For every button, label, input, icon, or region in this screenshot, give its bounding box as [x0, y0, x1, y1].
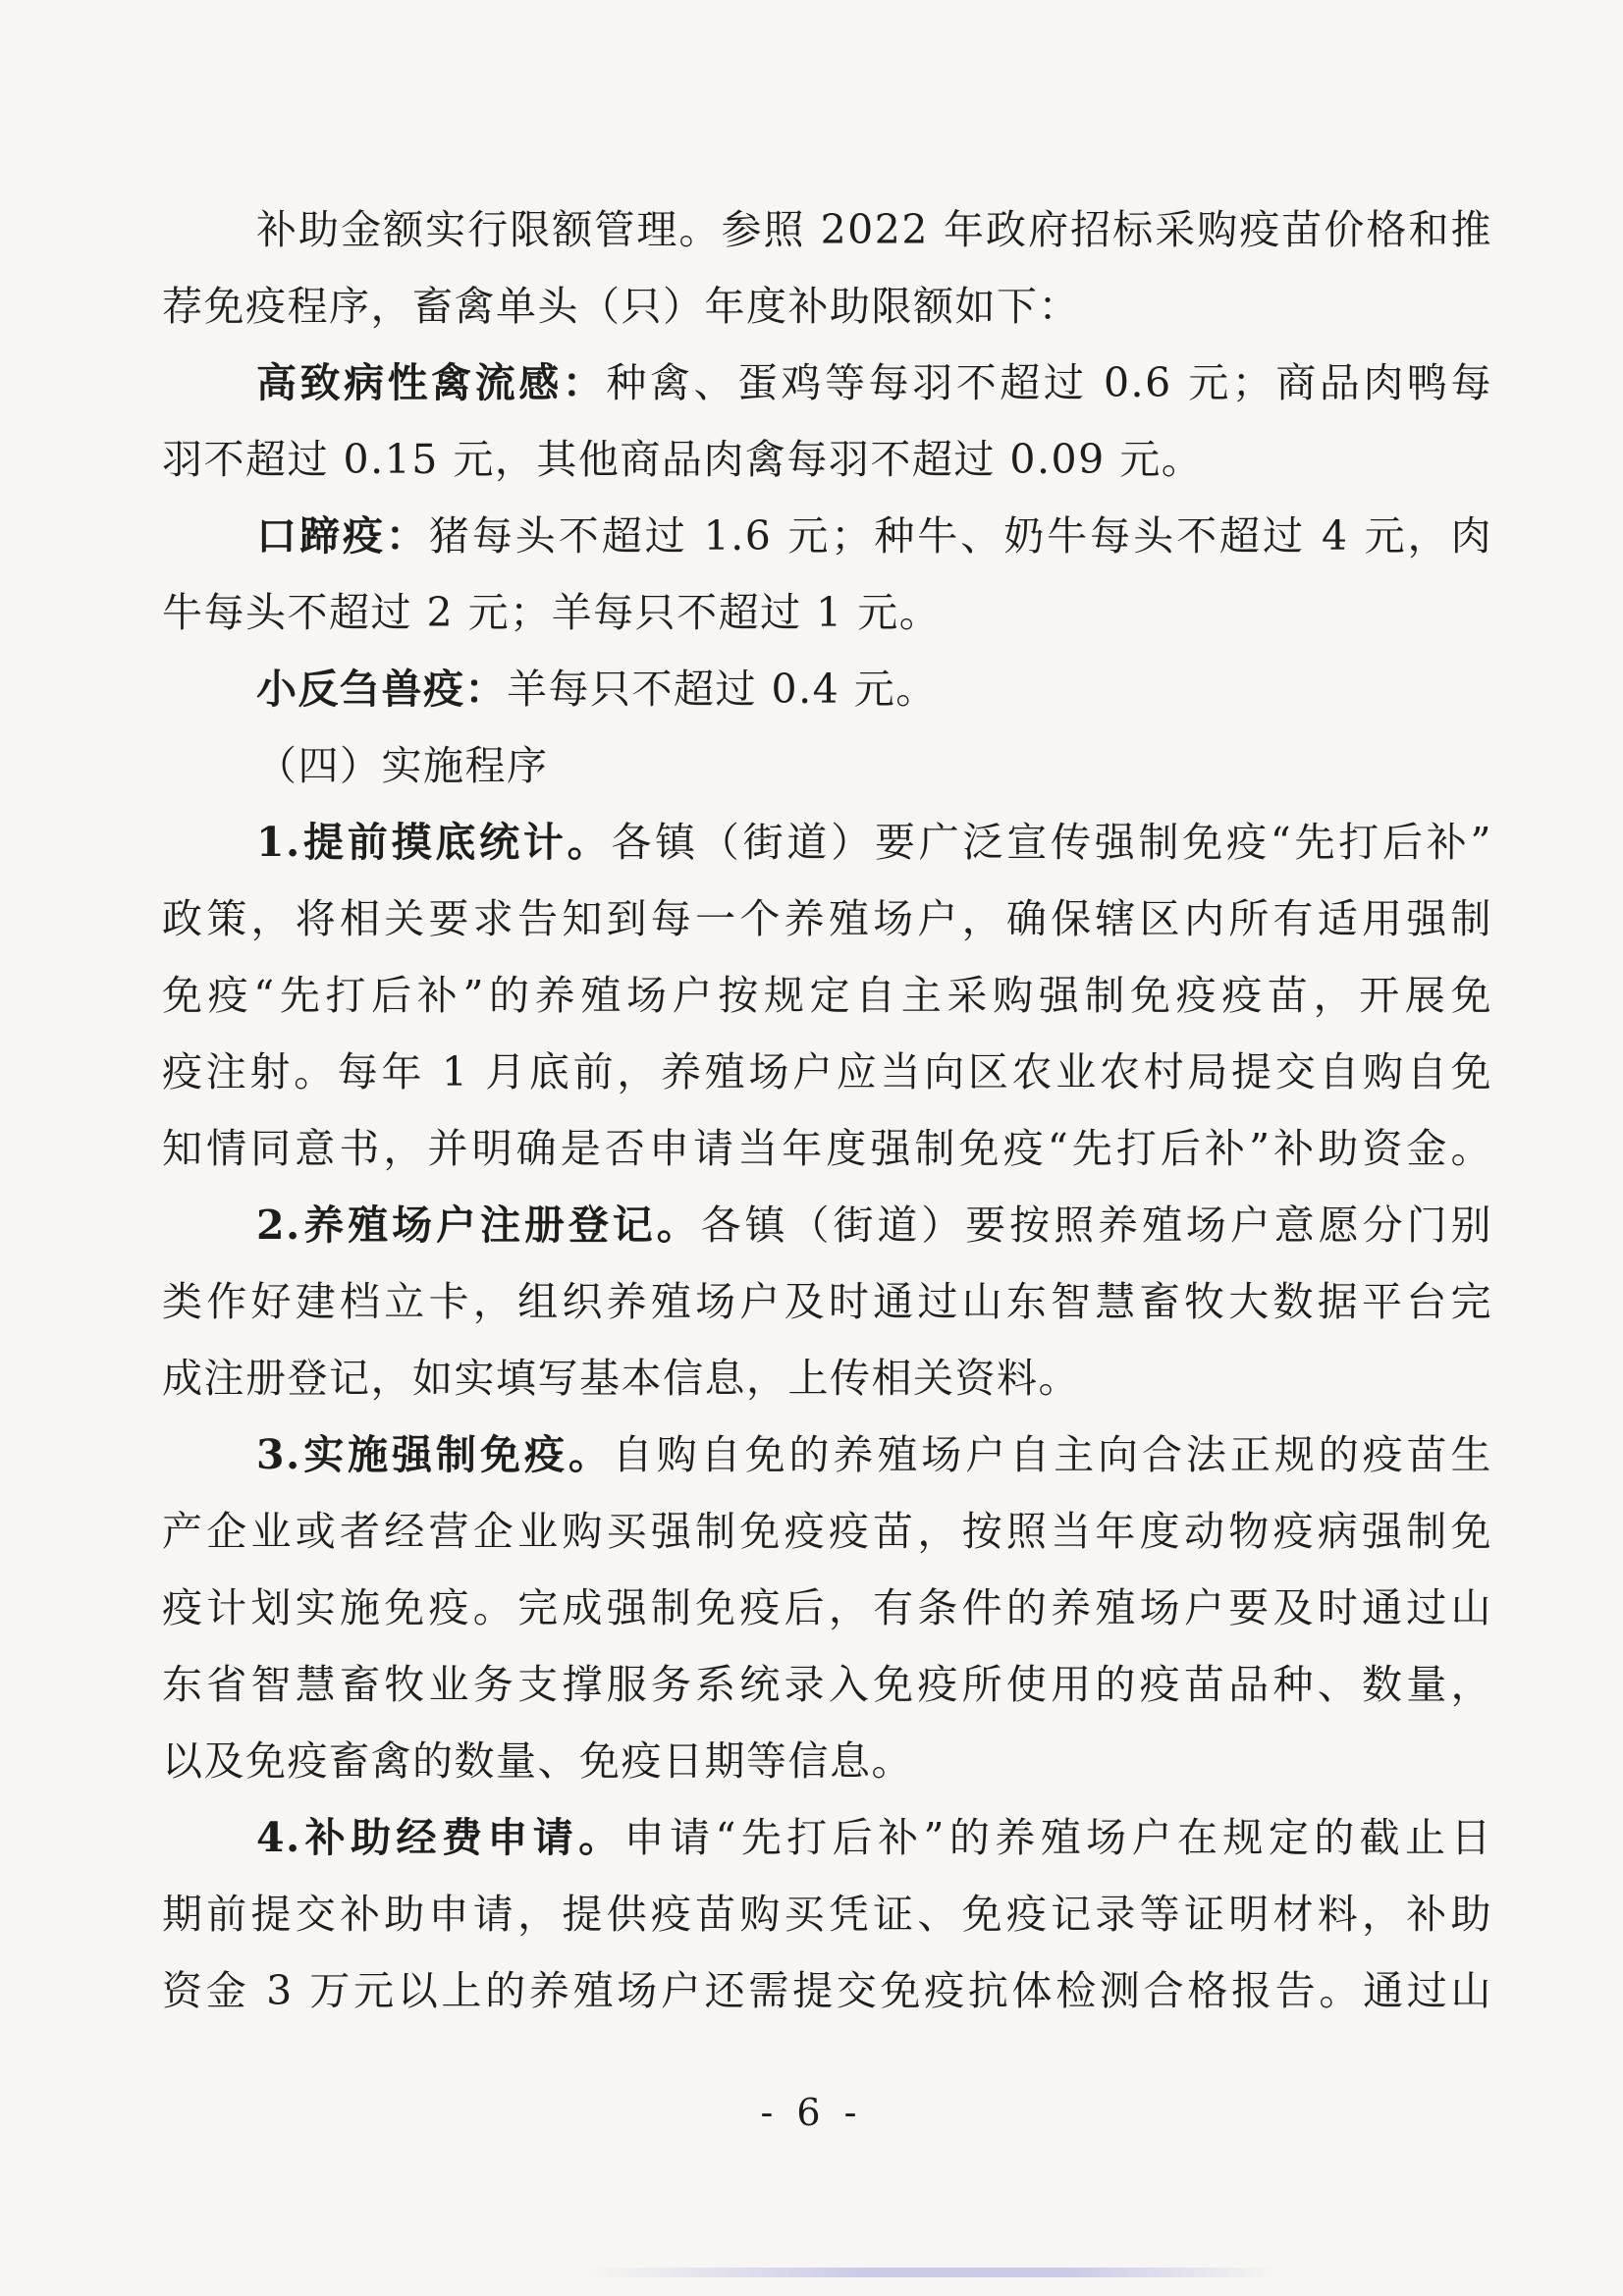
- text-line: [162, 1876, 1492, 1952]
- body-text-run: 各镇（街道）要广泛宣传强制免疫“先打后补”: [611, 819, 1492, 866]
- body-text-run: 以及免疫畜禽的数量、免疫日期等信息。: [162, 1737, 913, 1785]
- body-text-run: 成注册登记，如实填写基本信息，上传相关资料。: [162, 1355, 1080, 1402]
- body-text-run: 疫计划实施免疫。完成强制免疫后，有条件的养殖场户要及时通过山: [162, 1584, 1492, 1631]
- bold-heading-text: 口蹄疫：: [256, 512, 429, 560]
- bold-heading-text: 小反刍兽疫：: [256, 666, 507, 713]
- body-text-run: 各镇（街道）要按照养殖场户意愿分门别: [700, 1201, 1492, 1249]
- body-text-run: 东省智慧畜牧业务支撑服务系统录入免疫所使用的疫苗品种、数量，: [162, 1661, 1492, 1708]
- body-text-run: 种禽、蛋鸡等每羽不超过 0.6 元；商品肉鸭每: [606, 359, 1492, 406]
- text-line: [162, 421, 1492, 498]
- bold-heading-text: 2.养殖场户注册登记。: [256, 1201, 701, 1249]
- text-line: [162, 191, 1492, 268]
- text-line: [162, 1110, 1492, 1187]
- body-text-run: 政策，将相关要求告知到每一个养殖场户，确保辖区内所有适用强制: [162, 895, 1492, 942]
- text-line: [162, 1034, 1492, 1110]
- text-line: [162, 1187, 1492, 1263]
- text-line: [162, 957, 1492, 1034]
- body-text-run: （四）实施程序: [256, 742, 549, 789]
- text-line: [162, 1570, 1492, 1646]
- body-text-run: 类作好建档立卡，组织养殖场户及时通过山东智慧畜牧大数据平台完: [162, 1278, 1492, 1325]
- text-line: [162, 1340, 1492, 1416]
- text-line: [162, 881, 1492, 957]
- body-text-run: 补助金额实行限额管理。参照 2022 年政府招标采购疫苗价格和推: [256, 206, 1492, 253]
- body-text: [162, 191, 1492, 2029]
- bold-heading-text: 3.实施强制免疫。: [256, 1431, 613, 1478]
- body-text-run: 羊每只不超过 0.4 元。: [507, 666, 938, 713]
- body-text-run: 免疫“先打后补”的养殖场户按规定自主采购强制免疫疫苗，开展免: [162, 972, 1492, 1019]
- text-line: [162, 1723, 1492, 1799]
- body-text-run: 牛每头不超过 2 元；羊每只不超过 1 元。: [162, 589, 942, 636]
- text-line: [162, 1493, 1492, 1570]
- page-number: - 6 -: [760, 2091, 863, 2134]
- text-line: [162, 1646, 1492, 1723]
- text-line: [162, 574, 1492, 651]
- text-line: [162, 727, 1492, 804]
- body-text-run: 羽不超过 0.15 元，其他商品肉禽每羽不超过 0.09 元。: [162, 436, 1204, 483]
- text-line: [162, 651, 1492, 727]
- bold-heading-text: 1.提前摸底统计。: [256, 819, 612, 866]
- body-text-run: 期前提交补助申请，提供疫苗购买凭证、免疫记录等证明材料，补助: [162, 1891, 1492, 1938]
- body-text-run: 自购自免的养殖场户自主向合法正规的疫苗生: [612, 1431, 1492, 1478]
- scan-artifact: [589, 2268, 1276, 2277]
- body-text-run: 疫注射。每年 1 月底前，养殖场户应当向区农业农村局提交自购自免: [162, 1048, 1492, 1095]
- body-text-run: 申请“先打后补”的养殖场户在规定的截止日: [623, 1814, 1492, 1861]
- bold-heading-text: 4.补助经费申请。: [256, 1814, 624, 1861]
- text-line: [162, 498, 1492, 574]
- body-text-run: 资金 3 万元以上的养殖场户还需提交免疫抗体检测合格报告。通过山: [162, 1967, 1492, 2014]
- text-line: [162, 1952, 1492, 2029]
- text-line: [162, 268, 1492, 345]
- text-line: [162, 345, 1492, 421]
- body-text-run: 猪每头不超过 1.6 元；种牛、奶牛每头不超过 4 元，肉: [428, 512, 1492, 560]
- body-text-run: 荐免疫程序，畜禽单头（只）年度补助限额如下：: [162, 283, 1080, 330]
- body-text-run: 产企业或者经营企业购买强制免疫疫苗，按照当年度动物疫病强制免: [162, 1508, 1492, 1555]
- text-line: [162, 1263, 1492, 1340]
- text-line: [162, 804, 1492, 881]
- body-text-run: 知情同意书，并明确是否申请当年度强制免疫“先打后补”补助资金。: [162, 1125, 1492, 1172]
- text-line: [162, 1416, 1492, 1493]
- text-line: [162, 1799, 1492, 1876]
- bold-heading-text: 高致病性禽流感：: [256, 359, 607, 406]
